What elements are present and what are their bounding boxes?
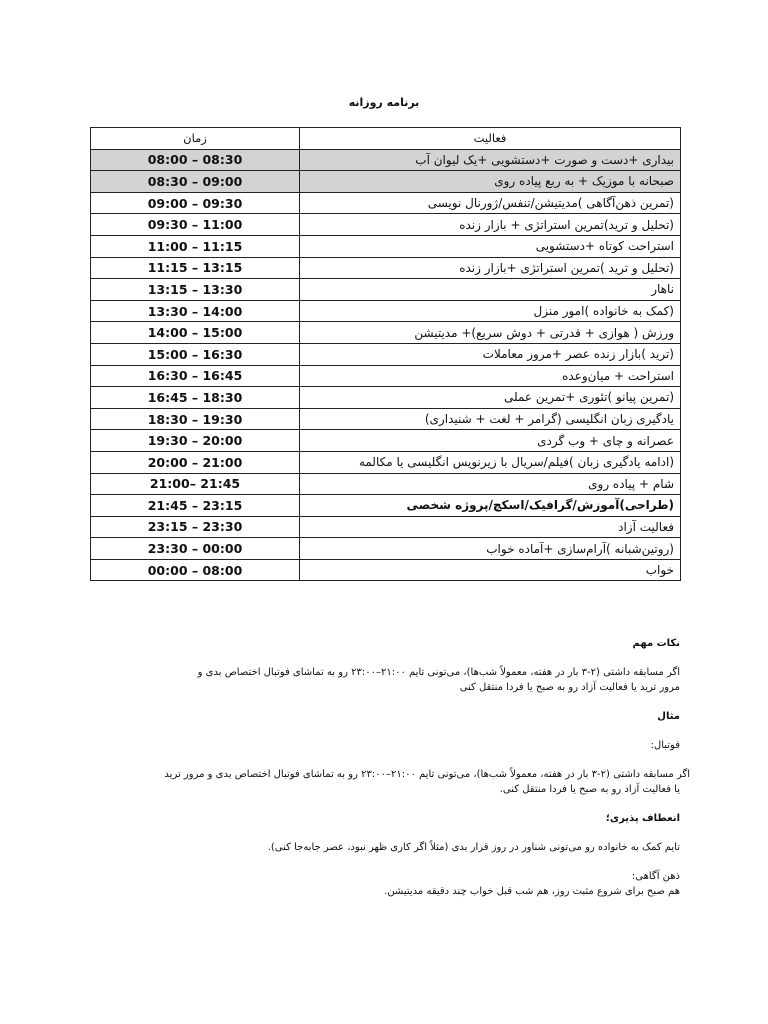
activity-cell: استراحت کوتاه +دستشویی [300, 235, 681, 257]
activity-cell: استراحت + میان‌وعده [300, 365, 681, 387]
table-row [91, 279, 681, 301]
activity-cell: ورزش ( هوازی + قدرتی + دوش سریع)+ مدیتیشن [300, 322, 681, 344]
table-row [91, 257, 681, 279]
table-row [91, 408, 681, 430]
activity-cell: بیداری +دست و صورت +دستشویی +یک لیوان آب [300, 149, 681, 171]
time-cell: 18:30 – 19:30 [91, 408, 300, 430]
time-cell: 11:15 – 13:15 [91, 257, 300, 279]
table-row [91, 365, 681, 387]
activity-cell: (روتین‌شبانه )آرام‌سازی +آماده خواب [300, 538, 681, 560]
activity-cell: ناهار [300, 279, 681, 301]
table-row [91, 192, 681, 214]
time-cell: 14:00 – 15:00 [91, 322, 300, 344]
table-row [91, 516, 681, 538]
time-cell: 09:30 – 11:00 [91, 214, 300, 236]
table-row [91, 343, 681, 365]
time-cell: 09:00 – 09:30 [91, 192, 300, 214]
time-cell: 16:45 – 18:30 [91, 387, 300, 409]
notes-paragraph: یا فعالیت آزاد رو به صبح یا فردا منتقل کنی. [499, 784, 680, 795]
header-activity: فعالیت [300, 128, 681, 150]
table-row [91, 451, 681, 473]
time-cell: 16:30 – 16:45 [91, 365, 300, 387]
time-cell: 23:15 – 23:30 [91, 516, 300, 538]
activity-cell: عصرانه و چای + وب گردی [300, 430, 681, 452]
table-row [91, 495, 681, 517]
mindfulness-heading: ذهن آگاهی: [631, 871, 680, 882]
time-cell: 11:00 – 11:15 [91, 235, 300, 257]
time-cell: 15:00 – 16:30 [91, 343, 300, 365]
activity-cell: (ترید )بازار زنده عصر +مرور معاملات [300, 343, 681, 365]
time-cell: 00:00 – 08:00 [91, 559, 300, 581]
time-cell: 21:00– 21:45 [91, 473, 300, 495]
time-cell: 13:30 – 14:00 [91, 300, 300, 322]
notes-paragraph: اگر مسابقه داشتی (۲-۳ بار در هفته، معمولاً شب‌ها)، می‌تونی تایم ۲۱:۰۰–۲۳:۰۰ رو به تماشای فوتبال اختصاص بدی و مرور ترید [164, 769, 690, 780]
activity-cell: فعالیت آزاد [300, 516, 681, 538]
notes-paragraph: اگر مسابقه داشتی (۲-۳ بار در هفته، معمولاً شب‌ها)، می‌تونی تایم ۲۱:۰۰–۲۳:۰۰ رو به تماشای فوتبال اختصاص بدی و [197, 667, 680, 678]
table-row [91, 538, 681, 560]
table-row [91, 430, 681, 452]
table-row [91, 322, 681, 344]
time-cell: 08:00 – 08:30 [91, 149, 300, 171]
schedule-table [90, 127, 681, 581]
activity-cell: صبحانه با موزیک + به ربع پیاده روی [300, 171, 681, 193]
activity-cell: یادگیری زبان انگلیسی (گرامر + لغت + شنیداری) [300, 408, 681, 430]
activity-cell: (تحلیل و ترید)تمرین استراتژی + بازار زنده [300, 214, 681, 236]
table-row [91, 473, 681, 495]
example-heading: مثال [657, 711, 680, 722]
activity-cell: (تحلیل و ترید )تمرین استراتژی +بازار زنده [300, 257, 681, 279]
time-cell: 19:30 – 20:00 [91, 430, 300, 452]
page-title: برنامه روزانه [348, 96, 420, 109]
time-cell: 20:00 – 21:00 [91, 451, 300, 473]
table-row [91, 149, 681, 171]
flexibility-heading: انعطاف پذیری؛ [605, 813, 680, 824]
table-row [91, 300, 681, 322]
header-time: زمان [91, 128, 300, 150]
notes-paragraph: هم صبح برای شروع مثبت روز، هم شب قبل خواب چند دقیقه مدیتیشن. [384, 886, 680, 897]
notes-heading: نکات مهم [632, 638, 680, 649]
activity-cell: (کمک به خانواده )امور منزل [300, 300, 681, 322]
football-heading: فوتبال: [650, 740, 680, 751]
notes-paragraph: تایم کمک به خانواده رو می‌تونی شناور در روز قرار بدی (مثلاً اگر کاری ظهر نبود، عصر جابه‌جا کنی). [267, 842, 680, 853]
activity-cell: (تمرین ذهن‌آگاهی )مدیتیشن/تنفس/ژورنال نویسی [300, 192, 681, 214]
activity-cell: (طراحی)آموزش/گرافیک/اسکچ/پروژه شخصی [300, 495, 681, 517]
time-cell: 13:15 – 13:30 [91, 279, 300, 301]
activity-cell: شام + پیاده روی [300, 473, 681, 495]
activity-cell: خواب [300, 559, 681, 581]
time-cell: 08:30 – 09:00 [91, 171, 300, 193]
table-row [91, 387, 681, 409]
activity-cell: (تمرین پیانو )تئوری +تمرین عملی [300, 387, 681, 409]
notes-paragraph: مرور ترید یا فعالیت آزاد رو به صبح یا فردا منتقل کنی [459, 682, 680, 693]
table-header-row [91, 128, 681, 150]
time-cell: 21:45 – 23:15 [91, 495, 300, 517]
table-row [91, 559, 681, 581]
notes-section [90, 636, 690, 899]
activity-cell: (ادامه یادگیری زبان )فیلم/سریال با زیرنویس انگلیسی یا مکالمه [300, 451, 681, 473]
table-row [91, 214, 681, 236]
table-row [91, 171, 681, 193]
time-cell: 23:30 – 00:00 [91, 538, 300, 560]
table-row [91, 235, 681, 257]
